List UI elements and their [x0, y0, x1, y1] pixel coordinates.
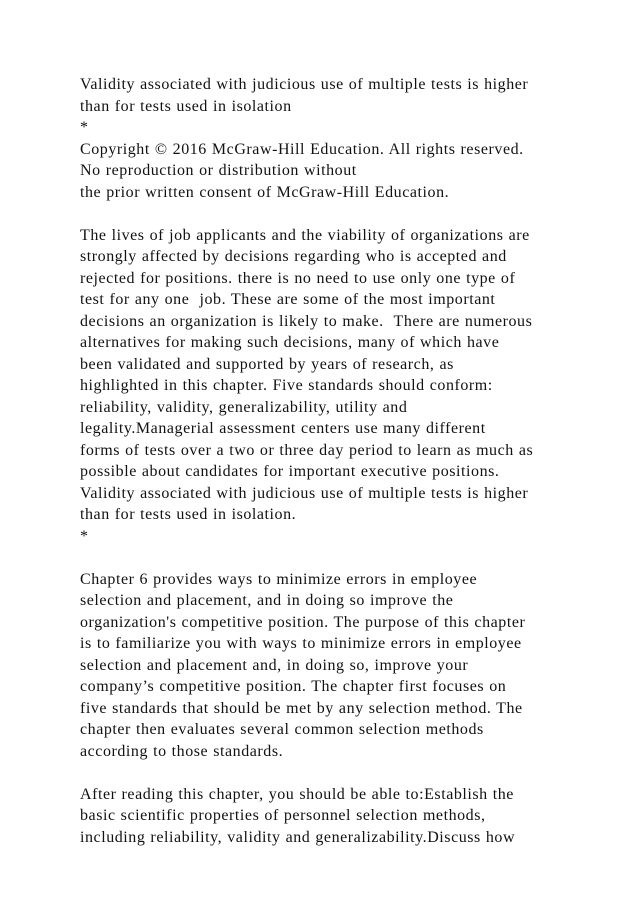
- text-line: Validity associated with judicious use of multiple tests is higher: [80, 484, 529, 502]
- paragraph-job-applicants: [80, 225, 598, 548]
- text-line: including reliability, validity and generalizability.Discuss how: [80, 828, 516, 846]
- text-line: reliability, validity, generalizability, utility and: [80, 398, 408, 416]
- text-line: decisions an organization is likely to make. There are numerous: [80, 312, 533, 330]
- text-line: legality.Managerial assessment centers use many different: [80, 420, 486, 437]
- text-line: been validated and supported by years of research, as: [80, 355, 454, 373]
- text-line: Chapter 6 provides ways to minimize errors in employee: [80, 570, 478, 588]
- text-line: than for tests used in isolation: [80, 97, 292, 115]
- text-line: strongly affected by decisions regarding who is accepted and: [80, 248, 507, 265]
- text-line: Validity associated with judicious use of multiple tests is higher: [80, 76, 529, 93]
- text-line: company’s competitive position. The chapter first focuses on: [80, 678, 507, 695]
- text-line: possible about candidates for important executive positions.: [80, 463, 500, 480]
- paragraph-after-reading: [80, 784, 598, 849]
- text-line: After reading this chapter, you should be able to:Establish the: [80, 785, 514, 803]
- text-line: alternatives for making such decisions, many of which have: [80, 334, 500, 351]
- text-line: Copyright © 2016 McGraw-Hill Education. All rights reserved.: [80, 140, 524, 158]
- text-line: test for any one job. These are some of the most important: [80, 291, 496, 308]
- paragraph-gap: [80, 762, 598, 784]
- text-line: highlighted in this chapter. Five standards should conform:: [80, 377, 493, 394]
- text-line: selection and placement, and in doing so improve the: [80, 592, 454, 609]
- text-line: *: [80, 119, 89, 136]
- text-line: organization's competitive position. The purpose of this chapter: [80, 613, 526, 631]
- paragraph-gap: [80, 203, 598, 225]
- text-line: the prior written consent of McGraw-Hill Education.: [80, 183, 450, 201]
- text-line: than for tests used in isolation.: [80, 506, 297, 523]
- text-line: The lives of job applicants and the viability of organizations are: [80, 226, 530, 244]
- text-line: basic scientific properties of personnel selection methods,: [80, 807, 486, 824]
- paragraph-validity-copyright: [80, 74, 598, 203]
- text-line: is to familiarize you with ways to minimize errors in employee: [80, 635, 522, 652]
- text-line: *: [80, 527, 89, 545]
- paragraph-chapter-6: [80, 569, 598, 763]
- text-line: chapter then evaluates several common selection methods: [80, 721, 484, 738]
- text-line: according to those standards.: [80, 742, 284, 760]
- text-line: rejected for positions. there is no need to use only one type of: [80, 269, 516, 287]
- text-line: five standards that should be met by any selection method. The: [80, 699, 523, 717]
- text-line: forms of tests over a two or three day period to learn as much as: [80, 441, 534, 459]
- text-line: selection and placement and, in doing so, improve your: [80, 656, 469, 674]
- paragraph-gap: [80, 547, 598, 569]
- text-line: No reproduction or distribution without: [80, 162, 357, 179]
